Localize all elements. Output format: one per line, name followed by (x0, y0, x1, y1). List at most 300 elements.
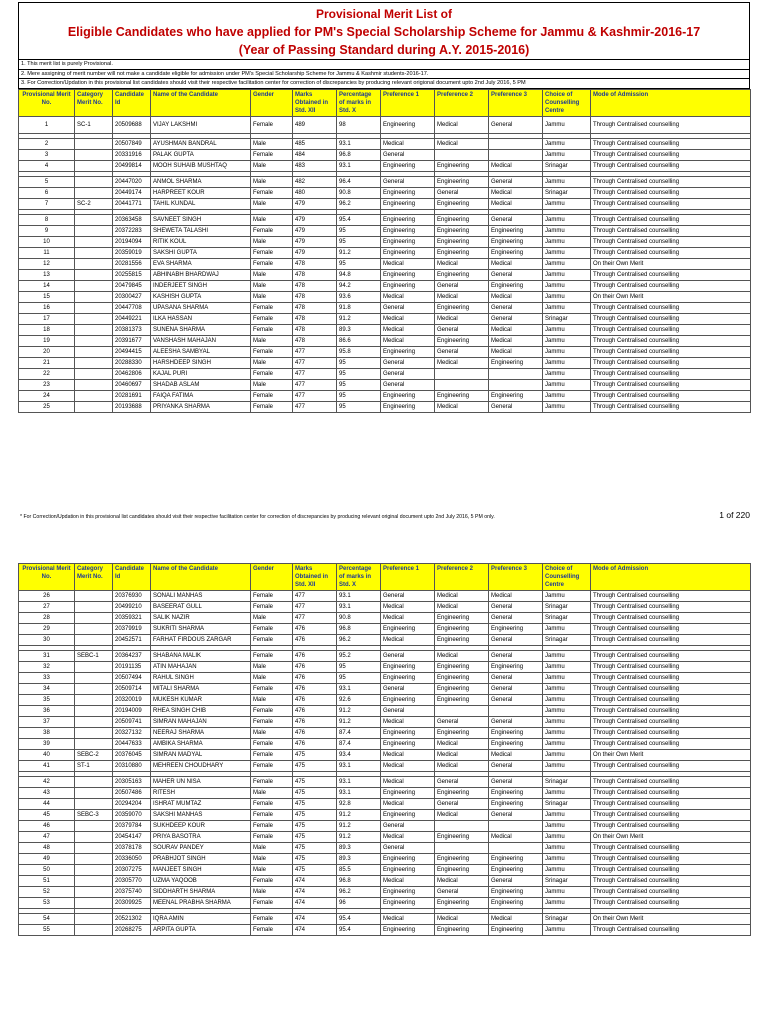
cell-preference-1: Engineering (381, 269, 435, 280)
cell-candidate-name: HARSHDEEP SINGH (151, 357, 251, 368)
cell-marks: 475 (293, 761, 337, 772)
cell-mode-of-admission: Through Centralised counselling (591, 176, 751, 187)
cell-counselling-centre: Jammu (543, 149, 591, 160)
cell-preference-3: Engineering (489, 357, 543, 368)
cell-gender: Male (251, 160, 293, 171)
cell-category-merit-no (75, 368, 113, 379)
header-pref3: Preference 3 (489, 89, 543, 116)
cell-preference-3: General (489, 602, 543, 613)
cell-category-merit-no (75, 821, 113, 832)
cell-gender: Female (251, 821, 293, 832)
cell-candidate-id: 20376045 (113, 750, 151, 761)
cell-gender: Female (251, 247, 293, 258)
page-2 (18, 563, 750, 936)
cell-merit-no: 4 (19, 160, 75, 171)
cell-marks: 479 (293, 236, 337, 247)
cell-counselling-centre: Jammu (543, 247, 591, 258)
cell-merit-no: 38 (19, 728, 75, 739)
cell-marks: 478 (293, 313, 337, 324)
cell-preference-1: Engineering (381, 898, 435, 909)
table-row (19, 379, 751, 390)
cell-preference-3: Medical (489, 291, 543, 302)
cell-preference-3: General (489, 717, 543, 728)
cell-gender: Female (251, 258, 293, 269)
cell-marks: 474 (293, 887, 337, 898)
header-category: Category Merit No. (75, 564, 113, 591)
cell-percentage: 96.8 (337, 149, 381, 160)
cell-marks: 475 (293, 832, 337, 843)
cell-marks: 477 (293, 613, 337, 624)
cell-preference-1: Medical (381, 799, 435, 810)
cell-marks: 476 (293, 662, 337, 673)
cell-preference-2: Engineering (435, 269, 489, 280)
table-row (19, 368, 751, 379)
cell-percentage: 93.1 (337, 684, 381, 695)
cell-preference-2: Engineering (435, 832, 489, 843)
cell-candidate-name: VANSHASH MAHAJAN (151, 335, 251, 346)
table-row (19, 258, 751, 269)
cell-candidate-name: KASHISH GUPTA (151, 291, 251, 302)
cell-gender: Female (251, 302, 293, 313)
cell-merit-no: 52 (19, 887, 75, 898)
cell-merit-no: 33 (19, 673, 75, 684)
cell-counselling-centre: Jammu (543, 832, 591, 843)
table-row (19, 160, 751, 171)
cell-candidate-name: MEENAL PRABHA SHARMA (151, 898, 251, 909)
cell-category-merit-no (75, 799, 113, 810)
cell-merit-no: 41 (19, 761, 75, 772)
cell-marks: 476 (293, 651, 337, 662)
cell-marks: 477 (293, 368, 337, 379)
merit-table-page-2 (18, 563, 751, 936)
cell-merit-no: 18 (19, 324, 75, 335)
cell-preference-3 (489, 368, 543, 379)
cell-percentage: 96 (337, 898, 381, 909)
cell-candidate-name: KAJAL PURI (151, 368, 251, 379)
note-3: 3. For Correction/Updation in this provisional list candidates should visit their respective facilitation center for correction of discrepancies by producing relevant origional document upto 2nd July 2016, 5 PM (21, 80, 526, 86)
table-row (19, 346, 751, 357)
cell-candidate-id: 20281691 (113, 390, 151, 401)
table-row (19, 138, 751, 149)
cell-category-merit-no: SC-2 (75, 198, 113, 209)
cell-category-merit-no (75, 236, 113, 247)
cell-mode-of-admission: Through Centralised counselling (591, 149, 751, 160)
cell-percentage: 98 (337, 116, 381, 133)
cell-preference-2: General (435, 887, 489, 898)
cell-gender: Female (251, 810, 293, 821)
cell-gender: Female (251, 390, 293, 401)
cell-counselling-centre: Srinagar (543, 635, 591, 646)
table-row (19, 357, 751, 368)
cell-preference-2: Engineering (435, 624, 489, 635)
cell-merit-no: 35 (19, 695, 75, 706)
cell-preference-3: General (489, 684, 543, 695)
cell-candidate-name: RHEA SINGH CHIB (151, 706, 251, 717)
table-row (19, 302, 751, 313)
cell-percentage: 95 (337, 401, 381, 412)
cell-category-merit-no (75, 346, 113, 357)
cell-preference-1: General (381, 176, 435, 187)
cell-gender: Female (251, 898, 293, 909)
cell-candidate-name: ARPITA GUPTA (151, 925, 251, 936)
cell-candidate-name: MANJEET SINGH (151, 865, 251, 876)
cell-counselling-centre: Jammu (543, 925, 591, 936)
table-header-row (19, 564, 751, 591)
cell-preference-2: Engineering (435, 662, 489, 673)
cell-gender: Male (251, 291, 293, 302)
cell-candidate-id: 20452571 (113, 635, 151, 646)
cell-preference-2: Medical (435, 761, 489, 772)
cell-preference-3: General (489, 613, 543, 624)
cell-preference-2: General (435, 717, 489, 728)
table-row (19, 662, 751, 673)
cell-category-merit-no: ST-1 (75, 761, 113, 772)
cell-preference-1: Medical (381, 761, 435, 772)
table-row (19, 324, 751, 335)
cell-marks: 476 (293, 684, 337, 695)
cell-category-merit-no (75, 149, 113, 160)
cell-mode-of-admission: Through Centralised counselling (591, 236, 751, 247)
cell-preference-1: Engineering (381, 624, 435, 635)
cell-merit-no: 23 (19, 379, 75, 390)
cell-merit-no: 19 (19, 335, 75, 346)
header-gender: Gender (251, 89, 293, 116)
cell-candidate-id: 20309925 (113, 898, 151, 909)
cell-candidate-id: 20359019 (113, 247, 151, 258)
cell-mode-of-admission: Through Centralised counselling (591, 198, 751, 209)
header-merit: Provisional Merit No. (19, 564, 75, 591)
cell-preference-2: Medical (435, 750, 489, 761)
cell-marks: 475 (293, 810, 337, 821)
cell-percentage: 90.8 (337, 613, 381, 624)
cell-preference-2 (435, 706, 489, 717)
cell-candidate-name: PRABHJOT SINGH (151, 854, 251, 865)
cell-preference-2: Engineering (435, 236, 489, 247)
cell-candidate-id: 20509741 (113, 717, 151, 728)
cell-marks: 474 (293, 925, 337, 936)
cell-mode-of-admission: On their Own Merit (591, 750, 751, 761)
cell-candidate-name: ATIN MAHAJAN (151, 662, 251, 673)
cell-candidate-id: 20507494 (113, 673, 151, 684)
cell-mode-of-admission: On their Own Merit (591, 258, 751, 269)
cell-category-merit-no (75, 876, 113, 887)
cell-category-merit-no (75, 865, 113, 876)
cell-preference-3: Engineering (489, 662, 543, 673)
table-row (19, 684, 751, 695)
table-row (19, 313, 751, 324)
cell-preference-3: General (489, 635, 543, 646)
cell-preference-2: Medical (435, 116, 489, 133)
cell-merit-no: 36 (19, 706, 75, 717)
cell-mode-of-admission: Through Centralised counselling (591, 925, 751, 936)
cell-marks: 474 (293, 914, 337, 925)
cell-counselling-centre: Jammu (543, 291, 591, 302)
cell-preference-2: Engineering (435, 695, 489, 706)
cell-mode-of-admission: Through Centralised counselling (591, 116, 751, 133)
cell-counselling-centre: Jammu (543, 379, 591, 390)
cell-merit-no: 39 (19, 739, 75, 750)
cell-candidate-id: 20310880 (113, 761, 151, 772)
cell-preference-3: General (489, 269, 543, 280)
cell-gender: Male (251, 673, 293, 684)
cell-merit-no: 53 (19, 898, 75, 909)
cell-candidate-id: 20449174 (113, 187, 151, 198)
note-1: 1. This merit list is purely Provisional. (19, 60, 749, 70)
cell-merit-no: 25 (19, 401, 75, 412)
cell-preference-2: Engineering (435, 214, 489, 225)
cell-marks: 478 (293, 302, 337, 313)
cell-percentage: 94.8 (337, 269, 381, 280)
cell-preference-1: General (381, 821, 435, 832)
header-marks: Marks Obtained in Std. XII (293, 89, 337, 116)
cell-preference-2 (435, 379, 489, 390)
cell-preference-2 (435, 821, 489, 832)
cell-mode-of-admission: Through Centralised counselling (591, 269, 751, 280)
table-row (19, 925, 751, 936)
cell-percentage: 89.3 (337, 854, 381, 865)
cell-counselling-centre: Jammu (543, 695, 591, 706)
cell-candidate-name: SOURAV PANDEY (151, 843, 251, 854)
table-row (19, 876, 751, 887)
header-merit: Provisional Merit No. (19, 89, 75, 116)
cell-preference-1: Medical (381, 876, 435, 887)
cell-percentage: 93.1 (337, 138, 381, 149)
cell-gender: Female (251, 324, 293, 335)
cell-preference-2: General (435, 187, 489, 198)
cell-merit-no: 32 (19, 662, 75, 673)
cell-candidate-name: UPASANA SHARMA (151, 302, 251, 313)
cell-candidate-id: 20441771 (113, 198, 151, 209)
cell-category-merit-no (75, 717, 113, 728)
title-line-1: Provisional Merit List of (315, 7, 453, 21)
cell-gender: Female (251, 651, 293, 662)
cell-category-merit-no (75, 739, 113, 750)
cell-merit-no: 31 (19, 651, 75, 662)
cell-preference-1: Engineering (381, 887, 435, 898)
cell-preference-1: General (381, 302, 435, 313)
cell-candidate-id: 20499210 (113, 602, 151, 613)
cell-counselling-centre: Jammu (543, 591, 591, 602)
cell-gender: Female (251, 346, 293, 357)
cell-candidate-name: ALEESHA SAMBYAL (151, 346, 251, 357)
cell-preference-2: Engineering (435, 613, 489, 624)
cell-counselling-centre: Srinagar (543, 187, 591, 198)
cell-percentage: 96.2 (337, 635, 381, 646)
cell-gender: Male (251, 379, 293, 390)
cell-candidate-name: MITALI SHARMA (151, 684, 251, 695)
cell-gender: Female (251, 914, 293, 925)
cell-category-merit-no (75, 854, 113, 865)
cell-candidate-id: 20376930 (113, 591, 151, 602)
cell-percentage: 95.4 (337, 914, 381, 925)
cell-preference-1: Engineering (381, 788, 435, 799)
cell-merit-no: 50 (19, 865, 75, 876)
cell-mode-of-admission: Through Centralised counselling (591, 602, 751, 613)
cell-gender: Male (251, 887, 293, 898)
cell-percentage: 87.4 (337, 739, 381, 750)
cell-candidate-id: 20268275 (113, 925, 151, 936)
cell-counselling-centre: Jammu (543, 662, 591, 673)
cell-candidate-id: 20379784 (113, 821, 151, 832)
cell-preference-1: Engineering (381, 390, 435, 401)
cell-candidate-id: 20320019 (113, 695, 151, 706)
table-row (19, 225, 751, 236)
cell-percentage: 95 (337, 258, 381, 269)
cell-percentage: 93.1 (337, 602, 381, 613)
cell-counselling-centre: Srinagar (543, 602, 591, 613)
cell-mode-of-admission: Through Centralised counselling (591, 613, 751, 624)
cell-candidate-name: RAHUL SINGH (151, 673, 251, 684)
cell-percentage: 95 (337, 225, 381, 236)
table-row (19, 401, 751, 412)
cell-category-merit-no (75, 138, 113, 149)
cell-candidate-name: ANMOL SHARMA (151, 176, 251, 187)
cell-preference-3: Medical (489, 324, 543, 335)
cell-candidate-name: NEERAJ SHARMA (151, 728, 251, 739)
cell-marks: 478 (293, 324, 337, 335)
cell-gender: Male (251, 357, 293, 368)
cell-marks: 477 (293, 346, 337, 357)
cell-marks: 484 (293, 149, 337, 160)
cell-percentage: 96.8 (337, 876, 381, 887)
table-row (19, 187, 751, 198)
cell-candidate-id: 20359070 (113, 810, 151, 821)
cell-marks: 480 (293, 187, 337, 198)
table-row (19, 635, 751, 646)
cell-marks: 475 (293, 788, 337, 799)
table-row (19, 750, 751, 761)
cell-marks: 475 (293, 865, 337, 876)
cell-category-merit-no (75, 662, 113, 673)
cell-preference-1: General (381, 706, 435, 717)
cell-preference-2: Engineering (435, 198, 489, 209)
cell-preference-2: Engineering (435, 865, 489, 876)
cell-counselling-centre: Srinagar (543, 914, 591, 925)
cell-mode-of-admission: Through Centralised counselling (591, 876, 751, 887)
cell-preference-2: Medical (435, 591, 489, 602)
cell-marks: 476 (293, 624, 337, 635)
cell-candidate-id: 20507486 (113, 788, 151, 799)
cell-percentage: 91.2 (337, 247, 381, 258)
cell-preference-2: Engineering (435, 854, 489, 865)
cell-candidate-id: 20447633 (113, 739, 151, 750)
cell-mode-of-admission: Through Centralised counselling (591, 225, 751, 236)
cell-preference-3: Medical (489, 914, 543, 925)
cell-preference-2: Medical (435, 313, 489, 324)
cell-counselling-centre: Jammu (543, 651, 591, 662)
cell-counselling-centre: Srinagar (543, 777, 591, 788)
cell-preference-1: Engineering (381, 346, 435, 357)
page-1 (18, 2, 750, 413)
cell-gender: Female (251, 684, 293, 695)
cell-candidate-id: 20462806 (113, 368, 151, 379)
cell-category-merit-no (75, 324, 113, 335)
cell-preference-1: Engineering (381, 225, 435, 236)
table-row (19, 788, 751, 799)
header-candidate-id: Candidate Id (113, 89, 151, 116)
table-row (19, 291, 751, 302)
table-row (19, 591, 751, 602)
cell-category-merit-no (75, 335, 113, 346)
cell-percentage: 86.6 (337, 335, 381, 346)
cell-candidate-id: 20372283 (113, 225, 151, 236)
cell-category-merit-no (75, 160, 113, 171)
cell-preference-3 (489, 138, 543, 149)
cell-marks: 482 (293, 176, 337, 187)
cell-merit-no: 20 (19, 346, 75, 357)
cell-mode-of-admission: Through Centralised counselling (591, 335, 751, 346)
cell-merit-no: 11 (19, 247, 75, 258)
cell-candidate-name: SONALI MANHAS (151, 591, 251, 602)
cell-counselling-centre: Srinagar (543, 313, 591, 324)
cell-mode-of-admission: Through Centralised counselling (591, 368, 751, 379)
cell-candidate-name: AYUSHMAN BANDRAL (151, 138, 251, 149)
cell-candidate-name: SUKRITI SHARMA (151, 624, 251, 635)
cell-candidate-name: MUKESH KUMAR (151, 695, 251, 706)
cell-preference-2: Medical (435, 602, 489, 613)
cell-merit-no: 22 (19, 368, 75, 379)
cell-candidate-id: 20194094 (113, 236, 151, 247)
cell-category-merit-no (75, 602, 113, 613)
cell-preference-1: Engineering (381, 214, 435, 225)
cell-preference-1: Medical (381, 832, 435, 843)
cell-mode-of-admission: Through Centralised counselling (591, 810, 751, 821)
cell-merit-no: 3 (19, 149, 75, 160)
cell-candidate-id: 20454147 (113, 832, 151, 843)
cell-preference-3: Engineering (489, 854, 543, 865)
cell-preference-3: Engineering (489, 898, 543, 909)
cell-preference-3 (489, 149, 543, 160)
cell-preference-1: Medical (381, 313, 435, 324)
cell-merit-no: 13 (19, 269, 75, 280)
header-marks: Marks Obtained in Std. XII (293, 564, 337, 591)
cell-candidate-id: 20447708 (113, 302, 151, 313)
cell-preference-2: General (435, 346, 489, 357)
cell-candidate-id: 20305163 (113, 777, 151, 788)
table-row (19, 280, 751, 291)
cell-preference-3 (489, 706, 543, 717)
cell-preference-2: Medical (435, 651, 489, 662)
cell-category-merit-no (75, 214, 113, 225)
cell-marks: 474 (293, 898, 337, 909)
cell-percentage: 95 (337, 662, 381, 673)
cell-gender: Female (251, 149, 293, 160)
cell-percentage: 91.2 (337, 810, 381, 821)
cell-counselling-centre: Jammu (543, 225, 591, 236)
title-line-3: (Year of Passing Standard during A.Y. 2015-2016) (238, 43, 530, 57)
note-2: 2. Mere assigning of merit number will not make a candidate eligible for admission under PM's Special Scholarship Scheme for Jammu & Kashmir students-2016-17. (19, 70, 749, 80)
cell-preference-1: General (381, 368, 435, 379)
cell-preference-3: Engineering (489, 247, 543, 258)
cell-preference-2: General (435, 280, 489, 291)
table-row (19, 821, 751, 832)
cell-preference-3: Engineering (489, 799, 543, 810)
table-row (19, 777, 751, 788)
cell-gender: Male (251, 236, 293, 247)
cell-preference-2 (435, 368, 489, 379)
cell-candidate-id: 20375740 (113, 887, 151, 898)
cell-mode-of-admission: Through Centralised counselling (591, 706, 751, 717)
cell-counselling-centre: Srinagar (543, 799, 591, 810)
cell-gender: Male (251, 269, 293, 280)
cell-mode-of-admission: Through Centralised counselling (591, 739, 751, 750)
cell-preference-3: Engineering (489, 390, 543, 401)
cell-merit-no: 5 (19, 176, 75, 187)
cell-merit-no: 14 (19, 280, 75, 291)
cell-candidate-name: SHABANA MALIK (151, 651, 251, 662)
cell-counselling-centre: Jammu (543, 761, 591, 772)
cell-gender: Female (251, 187, 293, 198)
